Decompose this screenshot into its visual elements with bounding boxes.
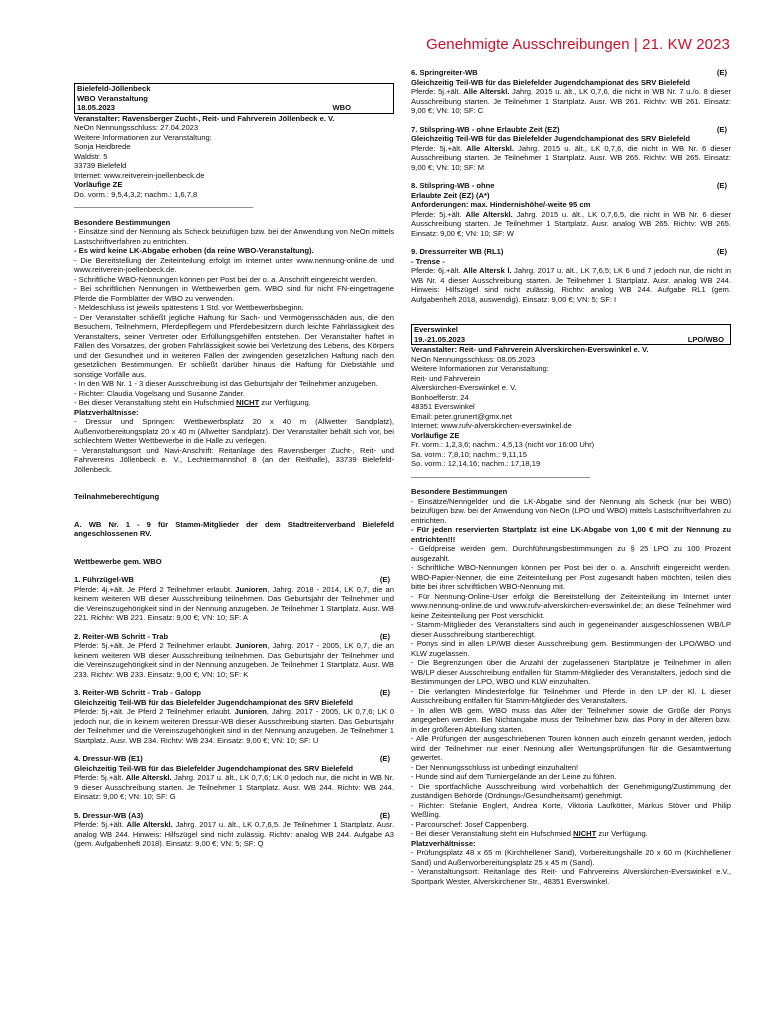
- event-date: 18.05.2023: [77, 103, 116, 112]
- special-line: - Für Nennung-Online-User erfolgt die Bereitstellung der Zeiteinteilung im Internet unter www.nennung-online.de und www.rufv-alverskirchen-everswinkel.de; an diese Teilnehmer wird keine Zeiteinteilung per Post verschickt.: [411, 591, 731, 620]
- competition-title: 7. Stilspring-WB - ohne Erlaubte Zeit (EZ): [411, 124, 560, 134]
- contact-line: Waldstr. 5: [74, 151, 108, 161]
- special-title: Besondere Bestimmungen: [74, 217, 171, 227]
- competition-title-row: [411, 247, 731, 257]
- venue-title: Platzverhältnisse:: [411, 838, 476, 848]
- special-bold-line: - Es wird keine LK-Abgabe erhoben (da reine WBO-Veranstaltung).: [74, 246, 314, 255]
- special-line: - Einsätze/Nenngelder und die LK-Abgabe sind der Nennung als Scheck (nur bei WBO) beizufügen bzw. bei der Anwendung von NeOn (LPO und WBO) mittels Lastschriftverfahren zu entrichten.: [411, 496, 731, 525]
- deadline: NeOn Nennungsschluss: 08.05.2023: [411, 354, 536, 364]
- contact-line: Reit- und Fahrverein: [411, 373, 481, 383]
- competition-title-row: [411, 125, 731, 135]
- competition-title: 5. Dressur-WB (A3): [74, 810, 144, 820]
- competition-title: 3. Reiter-WB Schritt - Trab - Galopp: [74, 688, 201, 697]
- special-bold-line: - Für jeden reservierten Startplatz ist eine LK-Abgabe von 1,00 € mit der Nennung zu entrichten!!!: [411, 525, 731, 544]
- event-name: Bielefeld-Jöllenbeck: [77, 84, 151, 93]
- competition-body: Pferde: 5j.+ält. Alle Alterskl. Jahrg. 2015 u. ält., LK 0,7,6, die nicht in WB Nr. 7 u./o. 8 dieser Ausschreibung starten. Je Teilnehmer 1 Startplatz. Ausr. WB 261. Richtv: WB 261. Einsatz: 9,00 €; VN: 10; SF: C: [411, 87, 731, 115]
- competition-body: Pferde: 5j.+ält. Alle Alterskl. Jahrg. 2017 u. ält., LK 0,7,6,5. Je Teilnehmer 1 Startplatz. Ausr. analog WB 244. Hinweis: Hilfszügel sind nicht zulässig. Richtv: analog WB 244. Aufgabe A3 (gem. Aufgabenheft 2018). Einsatz: 9,00 €; VN: 5; SF: Q: [74, 820, 394, 848]
- competition-subtitle: Gleichzeitig Teil-WB für das Bielefelder Jugendchampionat des SRV Bielefeld: [74, 697, 354, 707]
- participation-title: Teilnahmeberechtigung: [74, 492, 160, 501]
- contact-line: Sonja Heidbrede: [74, 142, 131, 151]
- venue-line: - Veranstaltungsort: Reitanlage des Reit- und Fahrvereins Alverskirchen-Everswinkel e.V., Sportpark Wester, Alverskirchener Str., 48351 Everswinkel.: [411, 867, 731, 886]
- deadline: NeOn Nennungsschluss: 27.04.2023: [74, 123, 199, 132]
- competition-title-row: [74, 754, 394, 764]
- separator-rule: ________________________________________________: [74, 199, 253, 208]
- competition-body: Pferde: 5j.+ält. Alle Alterskl. Jahrg. 2015 u. ält., LK 0,7,6, die nicht in WB Nr. 6 dieser Ausschreibung starten. Je Teilnehmer 1 Startplatz. Ausr. WB 265. Richtv: WB 265. Einsatz: 9,00 €; VN: 10; SF: M: [411, 143, 731, 172]
- competition-subtitle: Gleichzeitig Teil-WB für das Bielefelder Jugendchampionat des SRV Bielefeld: [411, 77, 691, 87]
- contact-line: Email: peter.grunert@gmx.net: [411, 411, 512, 421]
- special-line: - Richter: Claudia Vogelsang und Susanne Zander.: [74, 388, 245, 398]
- event-kind: WBO: [332, 103, 351, 112]
- competition-entry: [411, 247, 731, 304]
- special-line: - Richter: Stefanie Englert, Andrea Korte, Viktoria Laufkötter, Markus Stöver und Philip Weßling.: [411, 800, 731, 819]
- competition-title-row: [74, 632, 394, 642]
- venue-title: Platzverhältnisse:: [74, 407, 139, 417]
- special-line: - Die Bereitstellung der Zeiteinteilung erfolgt im Internet unter www.nennung-online.de und www.reitverein-joellenbeck.de.: [74, 255, 394, 274]
- special-line: - Schriftliche WBO-Nennungen können per Post bei der o. a. Anschrift eingereicht werden.: [74, 274, 378, 284]
- prelim-line: Fr. vorm.: 1,2,3,6; nachm.: 4,5,13 (nicht vor 16:00 Uhr): [411, 440, 595, 449]
- special-line: - Stamm-Mitglieder des Veranstalters sind auch in gegeneinander ausgeschlossenen WB/LP dieser Ausschreibung startberechtigt.: [411, 620, 731, 639]
- special-line: - In allen WB gem. WBO muss das Alter der Teilnehmer sowie die Größe der Ponys angegeben werden. Bei Nichtangabe muss der Teilnehmer bzw. das Pony in der älteren bzw. in der größeren Abteilung starten.: [411, 705, 731, 734]
- contact-line: 33739 Bielefeld: [74, 161, 127, 170]
- special-line: - Die Begrenzungen über die Anzahl der zugelassenen Startplätze je Teilnehmer in allen WB/LP dieser Ausschreibung entfallen für Stamm-Mitglieder des Veranstalters, jedoch sind die Bestimmungen der LPO, WBO und KLW einzuhalten.: [411, 658, 731, 686]
- special-line: - In den WB Nr. 1 - 3 dieser Ausschreibung ist das Geburtsjahr der Teilnehmer anzugeben.: [74, 379, 378, 388]
- competition-body: Pferde: 6j.+ält. Alle Altersk l. Jahrg. 2017 u. ält., LK 7,6,5; LK 6 und 7 jedoch nur, die nicht in WB Nr. 4 dieser Ausschreibung starten. Je Teilnehmer 1 Startplatz. Ausr. analog WB 244. Hinweis: Hilfszügel sind nicht zulässig. Richtv: analog WB 244. Aufgabe RL1 (gem. Aufgabenheft 2018, auswendig). Einsatz: 9,00 €; VN: 5; SF: I: [411, 266, 731, 304]
- competition-subtitle: Gleichzeitig Teil-WB für das Bielefelder Jugendchampionat des SRV Bielefeld: [74, 763, 354, 773]
- competition-code: (E): [716, 181, 727, 190]
- competitions-title: Wettbewerbe gem. WBO: [74, 556, 162, 566]
- event-date-row: [414, 335, 728, 345]
- contact-line: Internet: www.reitverein-joellenbeck.de: [74, 170, 205, 180]
- prelim-line: Sa. vorm.: 7,8,10; nachm.: 9,11,15: [411, 449, 527, 459]
- contact-line: 48351 Everswinkel: [411, 402, 475, 411]
- competition-title: 4. Dressur-WB (E1): [74, 754, 143, 763]
- competition-entry: [74, 754, 394, 802]
- competition-title: 6. Springreiter-WB: [411, 68, 478, 77]
- venue-line: - Dressur und Springen: Wettbewerbsplatz 20 x 40 m (Allwetter Sandplatz), Außenvorbereitungsplatz 20 x 40 m (Allwetter Sandplatz). Der Veranstalter behält sich vor, bei schlechtem Wetter Wettbewerbe in die Halle zu verlegen.: [74, 417, 394, 445]
- event-date-row: [77, 103, 391, 113]
- prelim-title: Vorläufige ZE: [74, 180, 123, 189]
- competition-code: (E): [379, 810, 390, 820]
- competition-entry: [411, 181, 731, 238]
- competition-title-row: [411, 68, 731, 78]
- special-line: - Die sportfachliche Ausschreibung wird vorbehaltlich der Genehmigung/Zustimmung der zuständigen Behörde (Ordnungs-/Gesundheitsamt) genehmigt.: [411, 781, 731, 800]
- competition-entry: [411, 68, 731, 116]
- competition-entry: [74, 575, 394, 623]
- event-type: WBO Veranstaltung: [77, 93, 148, 103]
- competition-body: Pferde: 5j.+ält. Je Pferd 2 Teilnehmer erlaubt. Junioren, Jahrg. 2017 - 2005, LK 0,7, die an keinem weiteren WB dieser Ausschreibung teilnehmen. Das Geburtsjahr der Teilnehmer und die Vereinszugehörigkeit sind in der Nennung anzugeben. Je Teilnehmer 1 Startplatz. Ausr. WB 233. Richtv: WB 233. Einsatz: 9,00 €; VN: 10; SF: K: [74, 641, 394, 679]
- competition-title-row: [74, 688, 394, 698]
- competition-code: (E): [379, 754, 390, 763]
- venue-line: - Prüfungsplatz 48 x 65 m (Kirchhellener Sand), Vorbereitungshalle 20 x 60 m (Kirchhellener Sand) und Außenvorbereitungsplatz 25 x 45 m (Sand).: [411, 848, 731, 867]
- competition-entry: [74, 632, 394, 680]
- competition-title: 2. Reiter-WB Schritt - Trab: [74, 631, 169, 641]
- special-line: - Alle Prüfungen der ausgeschriebenen Touren können auch einzeln genannt werden, jedoch wird der Teilnehmer nur einer Nennung aller Wertungsprüfungen für die Gesamtwertung gewertet.: [411, 734, 731, 762]
- competition-subtitle: - Trense -: [411, 256, 445, 266]
- separator-rule: ________________________________________________: [411, 468, 590, 478]
- contact-line: Internet: www.rufv-alverskirchen-everswinkel.de: [411, 421, 572, 430]
- prelim-line: So. vorm.: 12,14,16; nachm.: 17,18,19: [411, 459, 541, 468]
- competition-body: Pferde: 5j.+ält. Je Pferd 2 Teilnehmer erlaubt. Junioren, Jahrg. 2017 - 2005, LK 0,7,6; LK 0 jedoch nur, die in keinem weiteren Dressur-WB dieser Ausschreibung starten. Das Geburtsjahr der Teilnehmer und die Vereinszugehörigkeit sind in der Nennung anzugeben. Je Teilnehmer 1 Startplatz. Ausr. WB 234. Richtv: WB 234. Einsatz: 9,00 €; VN: 10; SF: U: [74, 707, 395, 745]
- special-line: - Bei schriftlichen Nennungen in Wettbewerben gem. WBO sind für nicht FN-eingetragene Pferde die Formblätter der WBO zu verwenden.: [74, 284, 394, 303]
- organizer: Veranstalter: Ravensberger Zucht-, Reit- und Fahrverein Jöllenbeck e. V.: [74, 113, 335, 123]
- farrier-line: - Bei dieser Veranstaltung steht ein Hufschmied NICHT zur Verfügung.: [411, 829, 648, 838]
- competition-code: (E): [716, 124, 727, 134]
- competition-entry: [411, 125, 731, 173]
- special-line: - Die verlangten Mindesterfolge für Teilnehmer und Pferde in den LP der Kl. L dieser Ausschreibung entfallen für Stamm-Mitglieder des Veranstalters.: [411, 686, 731, 705]
- right-column: [411, 68, 731, 886]
- competition-code: (E): [379, 688, 390, 697]
- special-line: - Ponys sind in allen LP/WB dieser Ausschreibung gem. Bestimmungen der LPO/WBO und KLW zugelassen.: [411, 639, 731, 658]
- competition-code: (E): [379, 631, 390, 641]
- event-box-bielefeld: [74, 83, 394, 114]
- event-box-everswinkel: [411, 324, 731, 345]
- competition-code: (E): [716, 68, 727, 77]
- competition-title: 8. Stilspring-WB - ohne: [411, 181, 495, 190]
- competition-title-row: [74, 811, 394, 821]
- competition-subtitle: Gleichzeitig Teil-WB für das Bielefelder Jugendchampionat des SRV Bielefeld: [411, 134, 691, 143]
- special-list: [411, 544, 731, 829]
- event-kind: LPO/WBO: [687, 334, 724, 344]
- competition-title-row: [74, 575, 394, 585]
- special-line: - Der Veranstalter schließt jegliche Haftung für Sach- und Vermögensschäden aus, die den Besuchern, Teilnehmern, Pferdepflegern und Pferdebesitzern durch leichte Fahrlässigkeit des Veranstalters, seiner Vertreter oder Erfüllungsgehilfen entstehen. Der Veranstalter haftet in Fällen des Vorsatzes, der groben Fahrlässigkeit sowie bei Verletzung des Lebens, des Körpers und der Gesundheit und in weiteren Fällen der zwingenden gesetzlichen Haftung nach den gesetzlichen Bestimmungen. Er schließt darüber hinaus die Haftung für Diebstähle und sonstige Vorfälle aus.: [74, 312, 394, 379]
- special-line: - Geldpreise werden gem. Durchführungsbestimmungen zu § 25 LPO zu 100 Prozent ausgezahlt.: [411, 544, 731, 563]
- competition-list: [411, 68, 731, 322]
- special-line: - Meldeschluss ist jeweils spätestens 1 Std. vor Wettbewerbsbeginn.: [74, 303, 304, 312]
- contact-line: Bonhoefferstr. 24: [411, 392, 469, 402]
- competition-body: Pferde: 5j.+ält. Alle Alterskl. Jahrg. 2017 u. ält., LK 0,7,6; LK 0 jedoch nur, die nicht in WB Nr. 9 dieser Ausschreibung starten. Je Teilnehmer 1 Startplatz. Ausr. WB 244. Richtv: WB 244. Einsatz: 9,00 €; VN: 10; SF: G: [74, 773, 394, 801]
- competition-list: [74, 575, 394, 849]
- venue-line: - Veranstaltungsort und Navi-Anschrift: Reitanlage des Ravensberger Zucht-, Reit- und Fahrvereins Jöllenbeck e. V., Lechtermannshof 8 (an der Reithalle), 33739 Bielefeld-Jöllenbeck.: [74, 445, 394, 474]
- prelim-title: Vorläufige ZE: [411, 430, 460, 440]
- competition-body: Pferde: 5j.+ält. Alle Alterskl. Jahrg. 2015 u. ält., LK 0,7,6,5, die nicht in WB Nr. 6 dieser Ausschreibung starten. Je Teilnehmer 1 Startplatz. Ausr. analog WB 265. Richtv: WB 265. Einsatz: 9,00 €; VN: 10; SF: W: [411, 209, 731, 238]
- event-date: 19.-21.05.2023: [414, 334, 466, 344]
- farrier-line: - Bei dieser Veranstaltung steht ein Hufschmied NICHT zur Verfügung.: [74, 398, 311, 407]
- organizer: Veranstalter: Reit- und Fahrverein Alverskirchen-Everswinkel e. V.: [411, 345, 649, 354]
- special-line: - Hunde sind auf dem Turniergelände an der Leine zu führen.: [411, 772, 617, 781]
- competition-code: (E): [716, 247, 727, 256]
- prelim-line: Do. vorm.: 9,5,4,3,2; nachm.: 1,6,7,8: [74, 189, 198, 199]
- special-line: - Parcourschef: Josef Cappenberg.: [411, 819, 529, 829]
- info-title: Weitere Informationen zur Veranstaltung:: [411, 364, 549, 373]
- competition-title: 1. Führzügel-WB: [74, 575, 134, 584]
- left-column: [74, 83, 394, 849]
- competition-entry: [74, 688, 394, 745]
- participation-line: A. WB Nr. 1 - 9 für Stamm-Mitglieder der dem Stadtreiterverband Bielefeld angeschlossenen RV.: [74, 519, 394, 538]
- competition-title-row: [411, 181, 731, 191]
- special-line: - Der Nennungsschluss ist unbedingt einzuhalten!: [411, 762, 579, 772]
- special-line: - Schriftliche WBO-Nennungen können per Post bei der o. a. Anschrift eingereicht werden. WBO-Papier-Nenner, die eine Zeiteinteilung per Post zugesandt haben möchten, teilen dies bitte bei ihrer schriftlichen WBO-Nennung mit.: [411, 563, 731, 591]
- competition-title: 9. Dressurreiter WB (RL1): [411, 247, 504, 256]
- info-title: Weitere Informationen zur Veranstaltung:: [74, 132, 212, 142]
- event-name: Everswinkel: [414, 325, 458, 334]
- page-header-title: Genehmigte Ausschreibungen | 21. KW 2023: [426, 36, 730, 53]
- special-title: Besondere Bestimmungen: [411, 487, 508, 496]
- contact-line: Alverskirchen-Everswinkel e. V.: [411, 383, 517, 392]
- competition-code: (E): [379, 575, 390, 584]
- competition-body: Pferde: 4j.+ält. Je Pferd 2 Teilnehmer erlaubt. Junioren, Jahrg. 2018 - 2014, LK 0,7, die an keinem weiteren WB dieser Ausschreibung teilnehmen. Das Geburtsjahr der Teilnehmer und die Vereinszugehörigkeit sind in der Nennung anzugeben. Je Teilnehmer 1 Startplatz. Ausr. WB 221. Richtv: WB 221. Einsatz: 9,00 €; VN: 10; SF: A: [74, 584, 394, 622]
- special-line: - Einsätze sind der Nennung als Scheck beizufügen bzw. bei der Anwendung von NeOn mittels Lastschriftverfahren zu entrichten.: [74, 227, 394, 246]
- competition-subtitle: Erlaubte Zeit (EZ) (A*) Anforderungen: max. Hindernishöhe/-weite 95 cm: [411, 190, 591, 209]
- competition-entry: [74, 811, 394, 849]
